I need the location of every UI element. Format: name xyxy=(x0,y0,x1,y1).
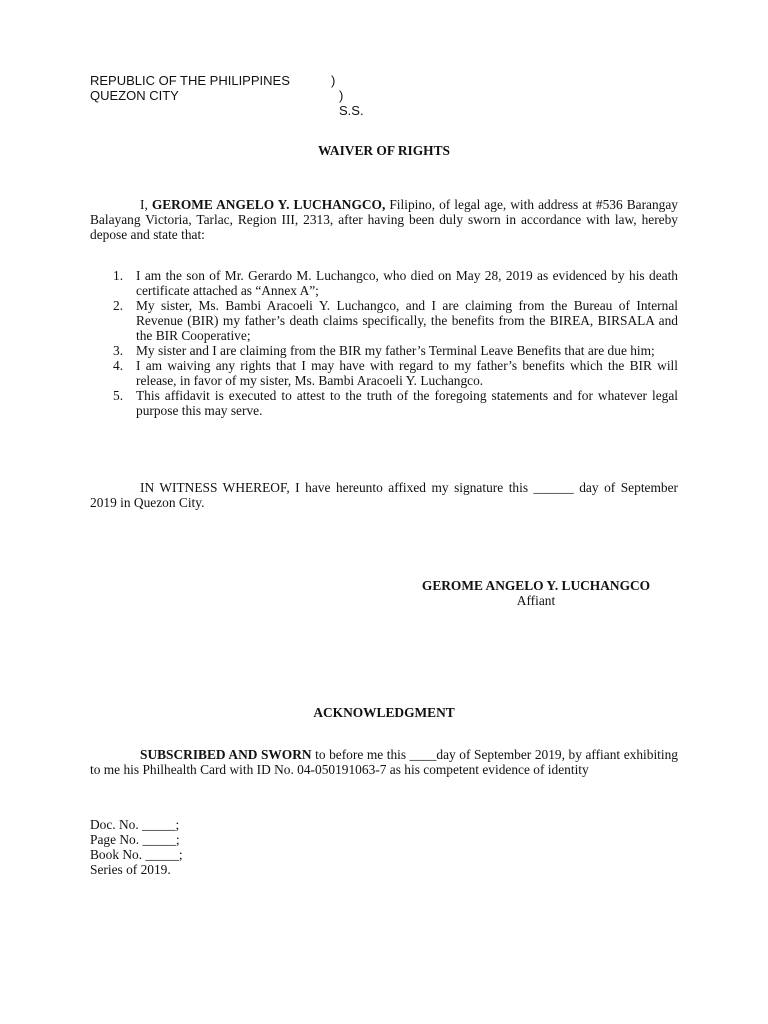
item-text: My sister, Ms. Bambi Aracoeli Y. Luchangco, and I are claiming from the Bureau of Internal Revenue (BIR) my father’s death claims specifically, the benefits from the BIREA, BIRSALA and the BIR Cooperative; xyxy=(136,298,678,343)
intro-paragraph xyxy=(90,197,678,242)
item-number: 2. xyxy=(113,298,124,313)
item-text: This affidavit is executed to attest to the truth of the foregoing statements and for whatever legal purpose this may serve. xyxy=(136,388,678,418)
statement-item xyxy=(90,388,678,418)
statement-item xyxy=(90,268,678,298)
signature-role: Affiant xyxy=(516,593,556,608)
sworn-phrase: SUBSCRIBED AND SWORN xyxy=(140,747,312,762)
item-text: I am waiving any rights that I may have with regard to my father’s benefits which the BIR will release, in favor of my sister, Ms. Bambi Aracoeli Y. Luchangco. xyxy=(136,358,678,388)
signature-name: GEROME ANGELO Y. LUCHANGCO xyxy=(421,578,651,593)
item-number: 1. xyxy=(113,268,124,283)
venue-ss: ) S.S. xyxy=(339,88,364,118)
venue-paren: ) xyxy=(331,73,336,88)
venue-city: QUEZON CITY xyxy=(90,88,179,103)
series-line: Series of 2019. xyxy=(90,862,171,877)
item-number: 5. xyxy=(113,388,124,403)
item-text: My sister and I are claiming from the BIR my father’s Terminal Leave Benefits that are due him; xyxy=(136,343,655,358)
notarial-register xyxy=(90,817,183,877)
intro-prefix: I, xyxy=(140,197,152,212)
acknowledgment-paragraph xyxy=(90,747,678,777)
statement-list xyxy=(90,268,678,418)
witness-paragraph: IN WITNESS WHEREOF, I have hereunto affixed my signature this ______ day of September 2019 in Quezon City. xyxy=(90,480,678,510)
item-text: I am the son of Mr. Gerardo M. Luchangco, who died on May 28, 2019 as evidenced by his death certificate attached as “Annex A”; xyxy=(136,268,678,298)
venue-block xyxy=(90,73,364,118)
acknowledgment-text: to before me this ____day of September 2019, by affiant exhibiting to me his Philhealth Card with ID No. 04-050191063-7 as his competent evidence of identity xyxy=(90,747,678,777)
doc-no-line: Doc. No. _____; xyxy=(90,817,180,832)
page-no-line: Page No. _____; xyxy=(90,832,180,847)
intro-text: Filipino, of legal age, with address at #536 Barangay Balayang Victoria, Tarlac, Region III, 2313, after having been duly sworn in accordance with law, hereby depose and state that: xyxy=(90,197,679,242)
affiant-name-inline: GEROME ANGELO Y. LUCHANGCO, xyxy=(151,197,386,212)
document-title: WAIVER OF RIGHTS xyxy=(318,143,450,158)
book-no-line: Book No. _____; xyxy=(90,847,183,862)
statement-item xyxy=(90,343,678,358)
statement-item xyxy=(90,298,678,343)
venue-republic: REPUBLIC OF THE PHILIPPINES xyxy=(90,73,290,88)
item-number: 3. xyxy=(113,343,124,358)
item-number: 4. xyxy=(113,358,124,373)
acknowledgment-title: ACKNOWLEDGMENT xyxy=(313,705,455,720)
statement-item xyxy=(90,358,678,388)
